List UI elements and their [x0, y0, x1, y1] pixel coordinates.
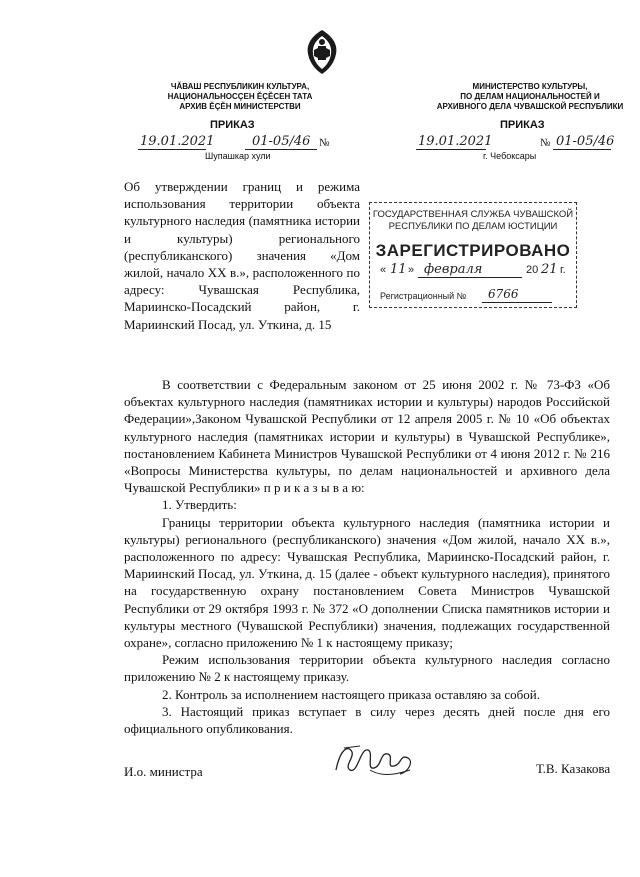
date-right-underline — [416, 149, 486, 150]
body-paragraph: Режим использования территории объекта культурного наследия согласно приложению № 2 к настоящему приказу. — [124, 652, 610, 685]
number-sign-right: № — [540, 137, 551, 149]
emblem-logo — [300, 28, 344, 76]
stamp-day: 11 — [390, 262, 407, 277]
city-right: г. Чебоксары — [483, 151, 537, 161]
body-paragraph: 3. Настоящий приказ вступает в силу через десять дней после дня его официального опубликования. — [124, 703, 610, 737]
signatory-title: И.о. министра — [124, 764, 203, 779]
stamp-reg-underline — [482, 302, 552, 303]
body-paragraph: 2. Контроль за исполнением настоящего приказа оставляю за собой. — [162, 686, 540, 702]
header-left — [150, 82, 330, 112]
number-sign-left: № — [319, 137, 330, 149]
order-subject: Об утверждении границ и режима использования территории объекта культурного наследия (памятника истории и культуры) регионального (республиканского) значения «Дом жилой, начало XX в.», расположенного по адресу: Чувашская Республика, Мариинско-Посадский район, г. Мариинский Посад, ул. Уткина, д. 15 — [124, 179, 360, 332]
date-right: 19.01.2021 — [418, 134, 493, 149]
handwritten-signature — [330, 740, 420, 780]
stamp-line1: ГОСУДАРСТВЕННАЯ СЛУЖБА ЧУВАШСКОЙ — [372, 209, 574, 220]
number-right-underline — [553, 149, 611, 150]
stamp-month: февраля — [424, 262, 483, 277]
stamp-line2: РЕСПУБЛИКИ ПО ДЕЛАМ ЮСТИЦИИ — [388, 221, 558, 232]
stamp-year-prefix: 20 — [526, 264, 539, 276]
stamp-month-underline — [418, 277, 522, 278]
header-left-line2: НАЦИОНАЛЬНОСÇЕН ĔÇĔСЕН ТАТА — [167, 92, 313, 101]
registration-stamp — [369, 202, 577, 308]
body-paragraph: 1. Утвердить: — [162, 497, 237, 513]
stamp-date — [380, 264, 570, 280]
header-left-line3: АРХИВ ĔÇĔН МИНИСТЕРСТВИ — [179, 102, 301, 111]
number-right: 01-05/46 — [556, 134, 615, 149]
stamp-quote-close: » — [408, 264, 415, 276]
body-paragraph: В соответствии с Федеральным законом от 25 июня 2002 г. № 73-ФЗ «Об объектах культурного наследия (памятниках истории и культуры) народов Российской Федерации»,Законом Чувашской Республики от 12 апреля 2005 г. № 10 «Об объектах культурного наследия (памятниках истории и культуры) в Чувашской Республике», постановлением Кабинета Министров Чувашской Республики от 4 июня 2012 г. № 216 «Вопросы Министерства культуры, по делам национальностей и архивного дела Чувашской Республики» п р и к а з ы в а ю: — [124, 377, 610, 496]
body-paragraph: Границы территории объекта культурного наследия (памятника истории и культуры) регионального (республиканского) значения «Дом жилой, начало XX в.», расположенного по адресу: Чувашская Республика, Мариинско-Посадский район, г. Мариинский Посад, ул. Уткина, д. 15 (далее - объект культурного наследия), принятого на государственную охрану постановлением Совета Министров Чувашской Республики от 29 октября 1993 г. № 372 «О дополнении Списка памятников истории и культуры местного (Чувашской Республики) значения, подлежащих государственной охране», согласно приложению № 1 к настоящему приказу; — [124, 514, 610, 651]
stamp-year-suffix: 21 — [541, 262, 558, 277]
doc-type-left: ПРИКАЗ — [210, 119, 255, 131]
order-body — [124, 376, 610, 737]
signatory-name: Т.В. Казакова — [536, 761, 611, 776]
number-left-underline — [245, 149, 317, 150]
header-right — [430, 82, 630, 112]
doc-type-right: ПРИКАЗ — [500, 119, 545, 131]
header-right-line3: АРХИВНОГО ДЕЛА ЧУВАШСКОЙ РЕСПУБЛИКИ — [436, 102, 624, 111]
stamp-reg-label: Регистрационный № — [380, 291, 467, 301]
header-right-line1: МИНИСТЕРСТВО КУЛЬТУРЫ, — [472, 82, 588, 91]
date-left: 19.01.2021 — [140, 134, 215, 149]
date-left-underline — [138, 149, 206, 150]
stamp-quote-open: « — [380, 264, 387, 276]
header-left-line1: ЧĂВАШ РЕСПУБЛИКИН КУЛЬТУРА, — [170, 82, 310, 91]
stamp-registered: ЗАРЕГИСТРИРОВАНО — [375, 241, 571, 260]
number-left: 01-05/46 — [252, 134, 311, 149]
city-left: Шупашкар хули — [205, 151, 271, 161]
stamp-year-word: г. — [560, 264, 566, 276]
stamp-reg-number: 6766 — [488, 287, 519, 301]
header-right-line2: ПО ДЕЛАМ НАЦИОНАЛЬНОСТЕЙ И — [460, 92, 600, 101]
